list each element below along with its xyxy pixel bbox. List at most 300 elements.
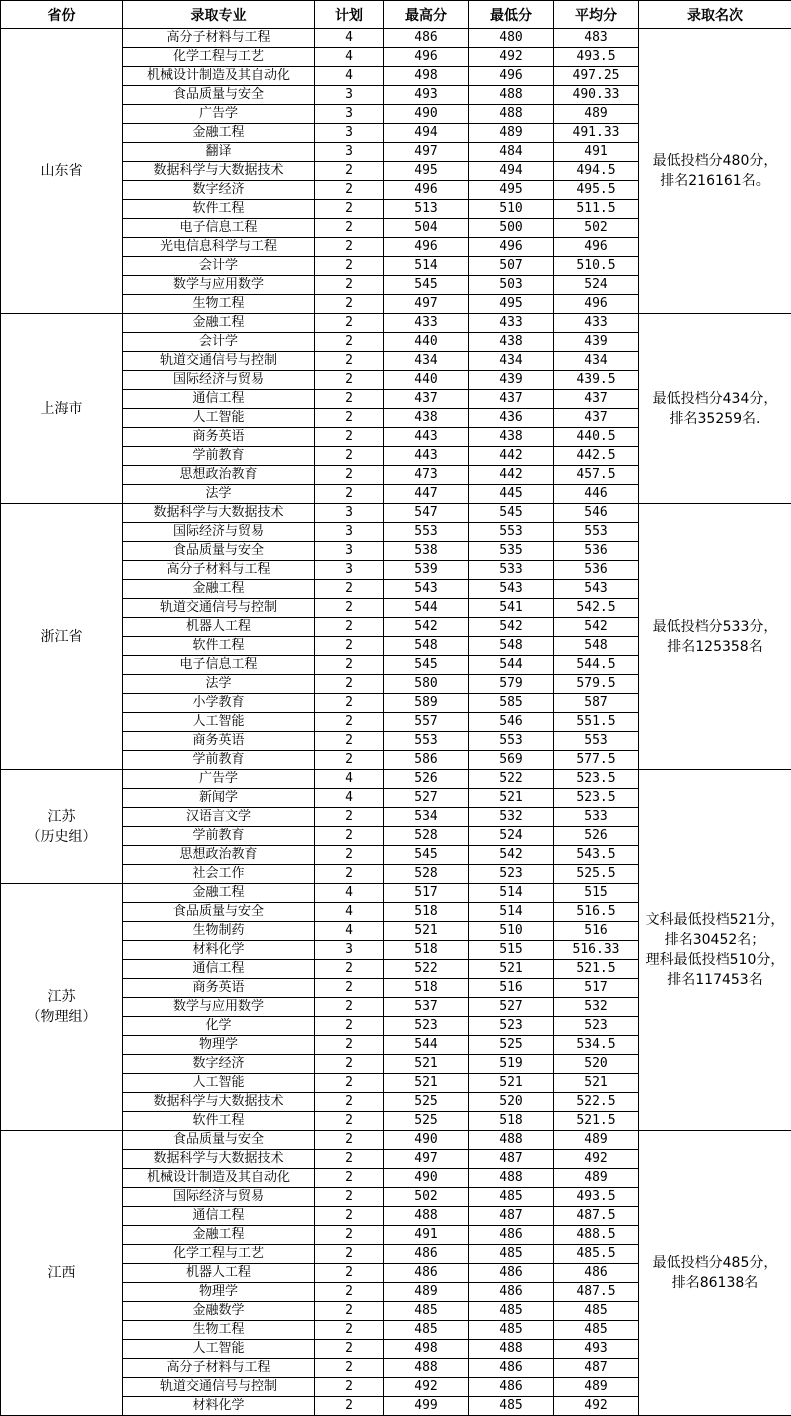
min-score-cell: 487 [469, 1150, 554, 1169]
plan-cell: 2 [315, 447, 384, 466]
max-score-cell: 548 [384, 637, 469, 656]
max-score-cell: 522 [384, 960, 469, 979]
min-score-cell: 438 [469, 428, 554, 447]
major-cell: 国际经济与贸易 [123, 523, 315, 542]
province-name-line: 江西 [1, 1263, 122, 1283]
plan-cell: 2 [315, 1340, 384, 1359]
max-score-cell: 443 [384, 428, 469, 447]
min-score-cell: 486 [469, 1226, 554, 1245]
plan-cell: 2 [315, 1074, 384, 1093]
avg-score-cell: 494.5 [554, 162, 639, 181]
max-score-cell: 542 [384, 618, 469, 637]
avg-score-cell: 437 [554, 409, 639, 428]
avg-score-cell: 497.25 [554, 67, 639, 86]
max-score-cell: 497 [384, 1150, 469, 1169]
avg-score-cell: 577.5 [554, 751, 639, 770]
major-cell: 法学 [123, 485, 315, 504]
plan-cell: 4 [315, 770, 384, 789]
avg-score-cell: 439 [554, 333, 639, 352]
avg-score-cell: 542.5 [554, 599, 639, 618]
avg-score-cell: 523.5 [554, 770, 639, 789]
major-cell: 商务英语 [123, 979, 315, 998]
avg-score-cell: 543.5 [554, 846, 639, 865]
min-score-cell: 439 [469, 371, 554, 390]
avg-score-cell: 524 [554, 276, 639, 295]
max-score-cell: 525 [384, 1112, 469, 1131]
min-score-cell: 438 [469, 333, 554, 352]
min-score-cell: 486 [469, 1359, 554, 1378]
min-score-cell: 541 [469, 599, 554, 618]
plan-cell: 2 [315, 1226, 384, 1245]
min-score-cell: 442 [469, 466, 554, 485]
plan-cell: 4 [315, 884, 384, 903]
plan-cell: 2 [315, 637, 384, 656]
major-cell: 思想政治教育 [123, 846, 315, 865]
max-score-cell: 544 [384, 599, 469, 618]
min-score-cell: 514 [469, 884, 554, 903]
avg-score-cell: 517 [554, 979, 639, 998]
avg-score-cell: 492 [554, 1150, 639, 1169]
max-score-cell: 495 [384, 162, 469, 181]
avg-score-cell: 516.5 [554, 903, 639, 922]
avg-score-cell: 544.5 [554, 656, 639, 675]
table-body [1, 29, 791, 1416]
avg-score-cell: 516 [554, 922, 639, 941]
rank-note-cell: 最低投档分533分， 排名125358名 [639, 504, 791, 770]
avg-score-cell: 523.5 [554, 789, 639, 808]
major-cell: 新闻学 [123, 789, 315, 808]
avg-score-cell: 492 [554, 1397, 639, 1416]
plan-cell: 2 [315, 219, 384, 238]
max-score-cell: 497 [384, 143, 469, 162]
min-score-cell: 516 [469, 979, 554, 998]
avg-score-cell: 515 [554, 884, 639, 903]
avg-score-cell: 485 [554, 1302, 639, 1321]
major-cell: 社会工作 [123, 865, 315, 884]
max-score-cell: 547 [384, 504, 469, 523]
plan-cell: 2 [315, 656, 384, 675]
major-cell: 生物工程 [123, 1321, 315, 1340]
max-score-cell: 447 [384, 485, 469, 504]
plan-cell: 2 [315, 352, 384, 371]
max-score-cell: 513 [384, 200, 469, 219]
max-score-cell: 518 [384, 903, 469, 922]
avg-score-cell: 521 [554, 1074, 639, 1093]
min-score-cell: 525 [469, 1036, 554, 1055]
major-cell: 材料化学 [123, 941, 315, 960]
plan-cell: 2 [315, 1264, 384, 1283]
major-cell: 人工智能 [123, 1074, 315, 1093]
province-name-line: （物理组） [1, 1007, 122, 1027]
province-name-line: 浙江省 [1, 627, 122, 647]
max-score-cell: 538 [384, 542, 469, 561]
plan-cell: 2 [315, 827, 384, 846]
major-cell: 数据科学与大数据技术 [123, 1150, 315, 1169]
major-cell: 金融工程 [123, 124, 315, 143]
header-avg-score: 平均分 [554, 1, 639, 29]
province-name-line: 江苏 [1, 987, 122, 1007]
max-score-cell: 486 [384, 29, 469, 48]
table-row [1, 29, 791, 48]
max-score-cell: 589 [384, 694, 469, 713]
major-cell: 人工智能 [123, 409, 315, 428]
plan-cell: 2 [315, 732, 384, 751]
min-score-cell: 485 [469, 1245, 554, 1264]
major-cell: 金融工程 [123, 314, 315, 333]
major-cell: 高分子材料与工程 [123, 561, 315, 580]
header-province: 省份 [1, 1, 123, 29]
min-score-cell: 522 [469, 770, 554, 789]
max-score-cell: 545 [384, 276, 469, 295]
min-score-cell: 484 [469, 143, 554, 162]
plan-cell: 2 [315, 333, 384, 352]
plan-cell: 3 [315, 143, 384, 162]
avg-score-cell: 579.5 [554, 675, 639, 694]
avg-score-cell: 442.5 [554, 447, 639, 466]
major-cell: 数据科学与大数据技术 [123, 162, 315, 181]
avg-score-cell: 521.5 [554, 1112, 639, 1131]
plan-cell: 3 [315, 941, 384, 960]
major-cell: 物理学 [123, 1283, 315, 1302]
plan-cell: 2 [315, 599, 384, 618]
major-cell: 国际经济与贸易 [123, 1188, 315, 1207]
major-cell: 机器人工程 [123, 1264, 315, 1283]
avg-score-cell: 536 [554, 561, 639, 580]
avg-score-cell: 493.5 [554, 1188, 639, 1207]
max-score-cell: 496 [384, 238, 469, 257]
major-cell: 轨道交通信号与控制 [123, 1378, 315, 1397]
max-score-cell: 586 [384, 751, 469, 770]
max-score-cell: 580 [384, 675, 469, 694]
avg-score-cell: 510.5 [554, 257, 639, 276]
major-cell: 通信工程 [123, 1207, 315, 1226]
max-score-cell: 502 [384, 1188, 469, 1207]
major-cell: 翻译 [123, 143, 315, 162]
max-score-cell: 440 [384, 371, 469, 390]
major-cell: 材料化学 [123, 1397, 315, 1416]
avg-score-cell: 496 [554, 295, 639, 314]
max-score-cell: 493 [384, 86, 469, 105]
plan-cell: 3 [315, 542, 384, 561]
min-score-cell: 532 [469, 808, 554, 827]
min-score-cell: 480 [469, 29, 554, 48]
plan-cell: 2 [315, 257, 384, 276]
min-score-cell: 495 [469, 295, 554, 314]
major-cell: 数学与应用数学 [123, 276, 315, 295]
province-cell [1, 29, 123, 314]
min-score-cell: 485 [469, 1397, 554, 1416]
major-cell: 国际经济与贸易 [123, 371, 315, 390]
plan-cell: 3 [315, 86, 384, 105]
min-score-cell: 487 [469, 1207, 554, 1226]
avg-score-cell: 542 [554, 618, 639, 637]
min-score-cell: 585 [469, 694, 554, 713]
major-cell: 学前教育 [123, 447, 315, 466]
min-score-cell: 436 [469, 409, 554, 428]
max-score-cell: 521 [384, 1055, 469, 1074]
max-score-cell: 490 [384, 1169, 469, 1188]
avg-score-cell: 502 [554, 219, 639, 238]
avg-score-cell: 551.5 [554, 713, 639, 732]
major-cell: 学前教育 [123, 827, 315, 846]
header-major: 录取专业 [123, 1, 315, 29]
max-score-cell: 534 [384, 808, 469, 827]
plan-cell: 2 [315, 979, 384, 998]
province-name-line: 山东省 [1, 161, 122, 181]
province-cell [1, 504, 123, 770]
avg-score-cell: 485.5 [554, 1245, 639, 1264]
min-score-cell: 514 [469, 903, 554, 922]
min-score-cell: 523 [469, 865, 554, 884]
major-cell: 机械设计制造及其自动化 [123, 1169, 315, 1188]
max-score-cell: 494 [384, 124, 469, 143]
avg-score-cell: 523 [554, 1017, 639, 1036]
province-cell [1, 884, 123, 1131]
min-score-cell: 486 [469, 1378, 554, 1397]
avg-score-cell: 437 [554, 390, 639, 409]
plan-cell: 2 [315, 1036, 384, 1055]
avg-score-cell: 534.5 [554, 1036, 639, 1055]
max-score-cell: 433 [384, 314, 469, 333]
max-score-cell: 523 [384, 1017, 469, 1036]
min-score-cell: 521 [469, 960, 554, 979]
max-score-cell: 545 [384, 656, 469, 675]
major-cell: 法学 [123, 675, 315, 694]
major-cell: 数据科学与大数据技术 [123, 504, 315, 523]
header-row [1, 1, 791, 29]
min-score-cell: 437 [469, 390, 554, 409]
major-cell: 数字经济 [123, 1055, 315, 1074]
max-score-cell: 544 [384, 1036, 469, 1055]
max-score-cell: 485 [384, 1302, 469, 1321]
plan-cell: 2 [315, 808, 384, 827]
max-score-cell: 528 [384, 865, 469, 884]
max-score-cell: 434 [384, 352, 469, 371]
min-score-cell: 546 [469, 713, 554, 732]
plan-cell: 2 [315, 1302, 384, 1321]
major-cell: 广告学 [123, 770, 315, 789]
min-score-cell: 542 [469, 618, 554, 637]
plan-cell: 4 [315, 789, 384, 808]
avg-score-cell: 496 [554, 238, 639, 257]
major-cell: 化学工程与工艺 [123, 1245, 315, 1264]
min-score-cell: 533 [469, 561, 554, 580]
major-cell: 电子信息工程 [123, 219, 315, 238]
rank-note-cell: 最低投档分480分， 排名216161名。 [639, 29, 791, 314]
plan-cell: 2 [315, 1207, 384, 1226]
plan-cell: 2 [315, 580, 384, 599]
min-score-cell: 488 [469, 105, 554, 124]
plan-cell: 2 [315, 751, 384, 770]
min-score-cell: 488 [469, 86, 554, 105]
max-score-cell: 553 [384, 523, 469, 542]
max-score-cell: 543 [384, 580, 469, 599]
plan-cell: 2 [315, 276, 384, 295]
avg-score-cell: 520 [554, 1055, 639, 1074]
major-cell: 思想政治教育 [123, 466, 315, 485]
plan-cell: 4 [315, 48, 384, 67]
avg-score-cell: 525.5 [554, 865, 639, 884]
plan-cell: 4 [315, 922, 384, 941]
min-score-cell: 553 [469, 523, 554, 542]
max-score-cell: 545 [384, 846, 469, 865]
avg-score-cell: 485 [554, 1321, 639, 1340]
max-score-cell: 553 [384, 732, 469, 751]
plan-cell: 3 [315, 561, 384, 580]
min-score-cell: 442 [469, 447, 554, 466]
major-cell: 商务英语 [123, 732, 315, 751]
min-score-cell: 543 [469, 580, 554, 599]
major-cell: 食品质量与安全 [123, 1131, 315, 1150]
min-score-cell: 494 [469, 162, 554, 181]
major-cell: 生物制药 [123, 922, 315, 941]
plan-cell: 2 [315, 1397, 384, 1416]
plan-cell: 2 [315, 1283, 384, 1302]
min-score-cell: 524 [469, 827, 554, 846]
min-score-cell: 553 [469, 732, 554, 751]
min-score-cell: 519 [469, 1055, 554, 1074]
major-cell: 化学 [123, 1017, 315, 1036]
max-score-cell: 521 [384, 1074, 469, 1093]
avg-score-cell: 490.33 [554, 86, 639, 105]
avg-score-cell: 553 [554, 523, 639, 542]
avg-score-cell: 488.5 [554, 1226, 639, 1245]
avg-score-cell: 440.5 [554, 428, 639, 447]
min-score-cell: 485 [469, 1188, 554, 1207]
avg-score-cell: 493 [554, 1340, 639, 1359]
min-score-cell: 485 [469, 1321, 554, 1340]
major-cell: 软件工程 [123, 200, 315, 219]
max-score-cell: 525 [384, 1093, 469, 1112]
avg-score-cell: 493.5 [554, 48, 639, 67]
header-plan: 计划 [315, 1, 384, 29]
plan-cell: 2 [315, 371, 384, 390]
plan-cell: 2 [315, 295, 384, 314]
plan-cell: 2 [315, 960, 384, 979]
min-score-cell: 535 [469, 542, 554, 561]
max-score-cell: 497 [384, 295, 469, 314]
plan-cell: 2 [315, 390, 384, 409]
min-score-cell: 527 [469, 998, 554, 1017]
plan-cell: 2 [315, 1131, 384, 1150]
min-score-cell: 507 [469, 257, 554, 276]
major-cell: 商务英语 [123, 428, 315, 447]
major-cell: 小学教育 [123, 694, 315, 713]
major-cell: 数学与应用数学 [123, 998, 315, 1017]
min-score-cell: 433 [469, 314, 554, 333]
plan-cell: 2 [315, 998, 384, 1017]
avg-score-cell: 587 [554, 694, 639, 713]
plan-cell: 4 [315, 903, 384, 922]
avg-score-cell: 489 [554, 1169, 639, 1188]
min-score-cell: 445 [469, 485, 554, 504]
major-cell: 人工智能 [123, 713, 315, 732]
plan-cell: 2 [315, 618, 384, 637]
province-name-line: 江苏 [1, 807, 122, 827]
min-score-cell: 486 [469, 1283, 554, 1302]
major-cell: 化学工程与工艺 [123, 48, 315, 67]
major-cell: 数据科学与大数据技术 [123, 1093, 315, 1112]
province-cell [1, 314, 123, 504]
major-cell: 轨道交通信号与控制 [123, 352, 315, 371]
major-cell: 软件工程 [123, 1112, 315, 1131]
province-cell [1, 770, 123, 884]
min-score-cell: 496 [469, 67, 554, 86]
avg-score-cell: 516.33 [554, 941, 639, 960]
max-score-cell: 526 [384, 770, 469, 789]
max-score-cell: 490 [384, 1131, 469, 1150]
plan-cell: 2 [315, 181, 384, 200]
max-score-cell: 518 [384, 979, 469, 998]
major-cell: 食品质量与安全 [123, 903, 315, 922]
max-score-cell: 488 [384, 1207, 469, 1226]
max-score-cell: 489 [384, 1283, 469, 1302]
avg-score-cell: 491.33 [554, 124, 639, 143]
avg-score-cell: 487 [554, 1359, 639, 1378]
max-score-cell: 485 [384, 1321, 469, 1340]
plan-cell: 4 [315, 29, 384, 48]
max-score-cell: 488 [384, 1359, 469, 1378]
max-score-cell: 518 [384, 941, 469, 960]
min-score-cell: 488 [469, 1340, 554, 1359]
table-row [1, 314, 791, 333]
major-cell: 通信工程 [123, 390, 315, 409]
plan-cell: 3 [315, 105, 384, 124]
min-score-cell: 523 [469, 1017, 554, 1036]
plan-cell: 2 [315, 1150, 384, 1169]
max-score-cell: 491 [384, 1226, 469, 1245]
min-score-cell: 545 [469, 504, 554, 523]
max-score-cell: 490 [384, 105, 469, 124]
major-cell: 轨道交通信号与控制 [123, 599, 315, 618]
plan-cell: 3 [315, 124, 384, 143]
max-score-cell: 499 [384, 1397, 469, 1416]
avg-score-cell: 487.5 [554, 1207, 639, 1226]
plan-cell: 2 [315, 713, 384, 732]
plan-cell: 2 [315, 428, 384, 447]
max-score-cell: 539 [384, 561, 469, 580]
avg-score-cell: 434 [554, 352, 639, 371]
max-score-cell: 486 [384, 1245, 469, 1264]
avg-score-cell: 526 [554, 827, 639, 846]
major-cell: 汉语言文学 [123, 808, 315, 827]
rank-note-cell: 最低投档分434分， 排名35259名. [639, 314, 791, 504]
max-score-cell: 473 [384, 466, 469, 485]
rank-note-cell: 最低投档分485分， 排名86138名 [639, 1131, 791, 1416]
plan-cell: 2 [315, 846, 384, 865]
min-score-cell: 495 [469, 181, 554, 200]
avg-score-cell: 487.5 [554, 1283, 639, 1302]
plan-cell: 2 [315, 314, 384, 333]
major-cell: 金融数学 [123, 1302, 315, 1321]
major-cell: 物理学 [123, 1036, 315, 1055]
major-cell: 广告学 [123, 105, 315, 124]
avg-score-cell: 486 [554, 1264, 639, 1283]
plan-cell: 2 [315, 1321, 384, 1340]
rank-note-cell: 文科最低投档521分， 排名30452名； 理科最低投档510分， 排名117453名 [639, 770, 791, 1131]
avg-score-cell: 546 [554, 504, 639, 523]
min-score-cell: 492 [469, 48, 554, 67]
header-min-score: 最低分 [469, 1, 554, 29]
major-cell: 金融工程 [123, 580, 315, 599]
plan-cell: 2 [315, 694, 384, 713]
province-cell [1, 1131, 123, 1416]
major-cell: 金融工程 [123, 1226, 315, 1245]
plan-cell: 2 [315, 1378, 384, 1397]
major-cell: 高分子材料与工程 [123, 1359, 315, 1378]
avg-score-cell: 433 [554, 314, 639, 333]
max-score-cell: 521 [384, 922, 469, 941]
